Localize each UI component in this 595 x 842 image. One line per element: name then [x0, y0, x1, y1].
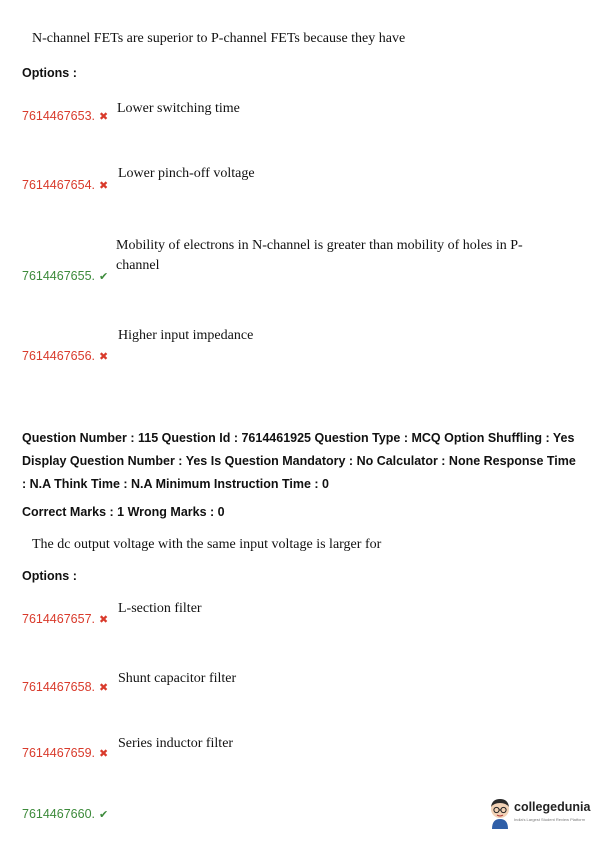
logo-name: collegedunia [514, 800, 591, 814]
option-text: L-section filter [118, 601, 202, 616]
question-text: N-channel FETs are superior to P-channel FETs because they have [32, 31, 406, 46]
option-text: Higher input impedance [118, 328, 254, 343]
option-text: Series inductor filter [118, 736, 234, 751]
option-text: Lower pinch-off voltage [118, 166, 255, 181]
options-label: Options : [22, 569, 77, 583]
option-text: Lower switching time [117, 101, 240, 116]
correct-check-icon: ✔ [99, 271, 109, 283]
wrong-cross-icon: ✖ [99, 748, 109, 760]
question-marks: Correct Marks : 1 Wrong Marks : 0 [22, 505, 225, 519]
option-id: 7614467659. ✖ [22, 746, 109, 760]
option-text: Mobility of electrons in N-channel is greater than mobility of holes in P-channel [116, 238, 523, 273]
option-text: Shunt capacitor filter [118, 671, 237, 686]
correct-check-icon: ✔ [99, 809, 109, 821]
logo-tagline: India's Largest Student Review Platform [514, 817, 586, 822]
question-meta: Question Number : 115 Question Id : 7614461925 Question Type : MCQ Option Shuffling : Yes Display Question Number : Yes Is Question Mandatory : No Calculator : None Response Time : N.A Think Time : N.A Minimum Instruction Time : 0 [22, 431, 576, 491]
option-id: 7614467658. ✖ [22, 680, 109, 694]
options-label: Options : [22, 66, 77, 80]
wrong-cross-icon: ✖ [99, 614, 109, 626]
wrong-cross-icon: ✖ [99, 351, 109, 363]
option-id: 7614467660. ✔ [22, 807, 109, 821]
wrong-cross-icon: ✖ [99, 111, 109, 123]
option-id: 7614467657. ✖ [22, 612, 109, 626]
wrong-cross-icon: ✖ [99, 682, 109, 694]
option-id: 7614467653. ✖ [22, 109, 109, 123]
student-avatar-icon [488, 797, 512, 829]
wrong-cross-icon: ✖ [99, 180, 109, 192]
option-id: 7614467655. ✔ [22, 269, 109, 283]
option-id: 7614467654. ✖ [22, 178, 109, 192]
option-id: 7614467656. ✖ [22, 349, 109, 363]
collegedunia-logo [488, 797, 591, 831]
question-text: The dc output voltage with the same input voltage is larger for [32, 537, 382, 552]
